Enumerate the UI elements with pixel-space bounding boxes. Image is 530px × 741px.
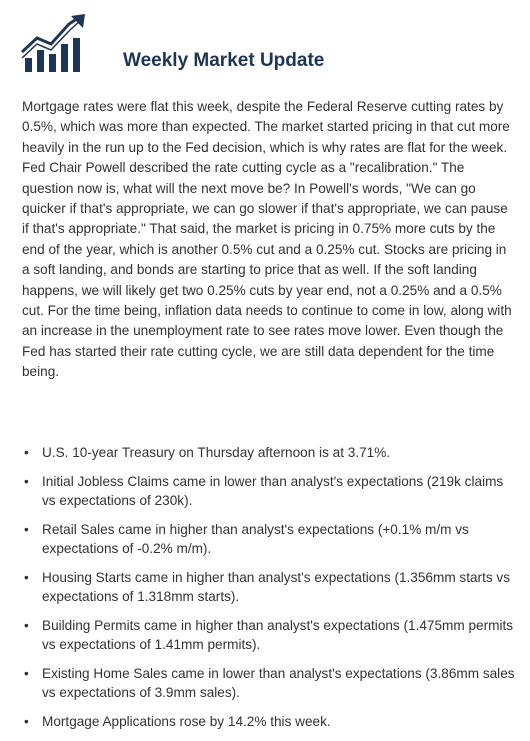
bullet-icon: • [24,618,29,633]
list-item-text: U.S. 10-year Treasury on Thursday afternoon is at 3.71%. [42,445,391,460]
list-item-text: Housing Starts came in higher than analyst's expectations (1.356mm starts vs expectations of 1.318mm starts). [42,570,511,604]
bullet-icon: • [24,474,29,489]
list-item-text: Retail Sales came in higher than analyst's expectations (+0.1% m/m vs expectations of -0.2% m/m). [42,522,469,556]
header [21,14,521,76]
bullet-icon: • [24,522,29,537]
list-item [22,568,517,606]
list-item [22,712,517,731]
list-item [22,472,517,510]
bullet-icon: • [24,570,29,585]
page-title: Weekly Market Update [123,50,325,71]
list-item [22,443,517,462]
list-item-text: Mortgage Applications rose by 14.2% this week. [42,714,331,729]
bullet-icon: • [24,445,29,460]
list-item-text: Existing Home Sales came in lower than analyst's expectations (3.86mm sales vs expectations of 3.9mm sales). [42,666,515,700]
market-bullet-list [22,443,517,741]
list-item [22,520,517,558]
list-item-text: Building Permits came in higher than analyst's expectations (1.475mm permits vs expectations of 1.41mm permits). [42,618,514,652]
list-item-text: Initial Jobless Claims came in lower than analyst's expectations (219k claims vs expectations of 230k). [42,474,504,508]
list-item [22,616,517,654]
intro-paragraph: Mortgage rates were flat this week, despite the Federal Reserve cutting rates by 0.5%, which was more than expected. The market started pricing in that cut more heavily in the run up to the Fed decision, which is why rates are flat for the week. Fed Chair Powell described the rate cutting cycle as a "recalibration." The question now is, what will the next move be? In Powell's words, "We can go quicker if that's appropriate, we can go slower if that's appropriate, we can pause if that's appropriate." That said, the market is pricing in 0.75% more cuts by the end of the year, which is another 0.5% cut and a 0.25% cut. Stocks are pricing in a soft landing, and bonds are starting to price that as well. If the soft landing happens, we will likely get two 0.25% cuts by year end, not a 0.25% and a 0.5% cut. For the time being, inflation data needs to continue to come in low, along with an increase in the unemployment rate to see rates move lower. Even though the Fed has started their rate cutting cycle, we are still data dependent for the time being. [22,99,512,380]
list-item [22,664,517,702]
bullet-icon: • [24,714,29,729]
rising-bar-chart-icon [21,14,87,72]
bullet-icon: • [24,666,29,681]
